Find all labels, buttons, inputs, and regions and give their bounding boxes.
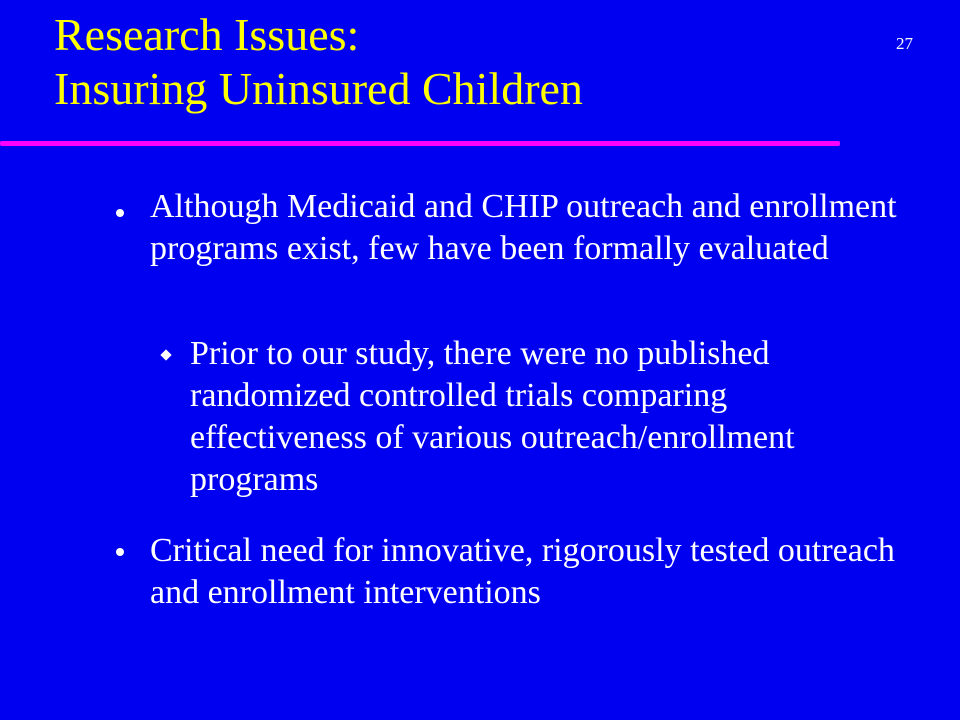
bullet-item xyxy=(150,530,910,614)
bullet-text: Critical need for innovative, rigorously tested outreach and enrollment interventions xyxy=(150,532,895,611)
bullet-item xyxy=(150,186,910,270)
diamond-bullet-icon xyxy=(160,349,171,360)
slide-title xyxy=(54,8,583,116)
sub-bullet-text: Prior to our study, there were no published randomized controlled trials comparing effectiveness of various outreach/enrollment programs xyxy=(190,335,795,498)
bullet-text: Although Medicaid and CHIP outreach and enrollment programs exist, few have been formally evaluated xyxy=(150,188,897,267)
round-bullet-icon xyxy=(116,209,124,217)
round-bullet-icon xyxy=(116,548,124,556)
page-number: 27 xyxy=(896,34,913,53)
slide-title-line-1: Research Issues: xyxy=(54,9,360,60)
slide-title-line-2: Insuring Uninsured Children xyxy=(54,63,583,114)
title-underline-rule xyxy=(0,141,840,146)
sub-bullet-item xyxy=(190,333,910,501)
